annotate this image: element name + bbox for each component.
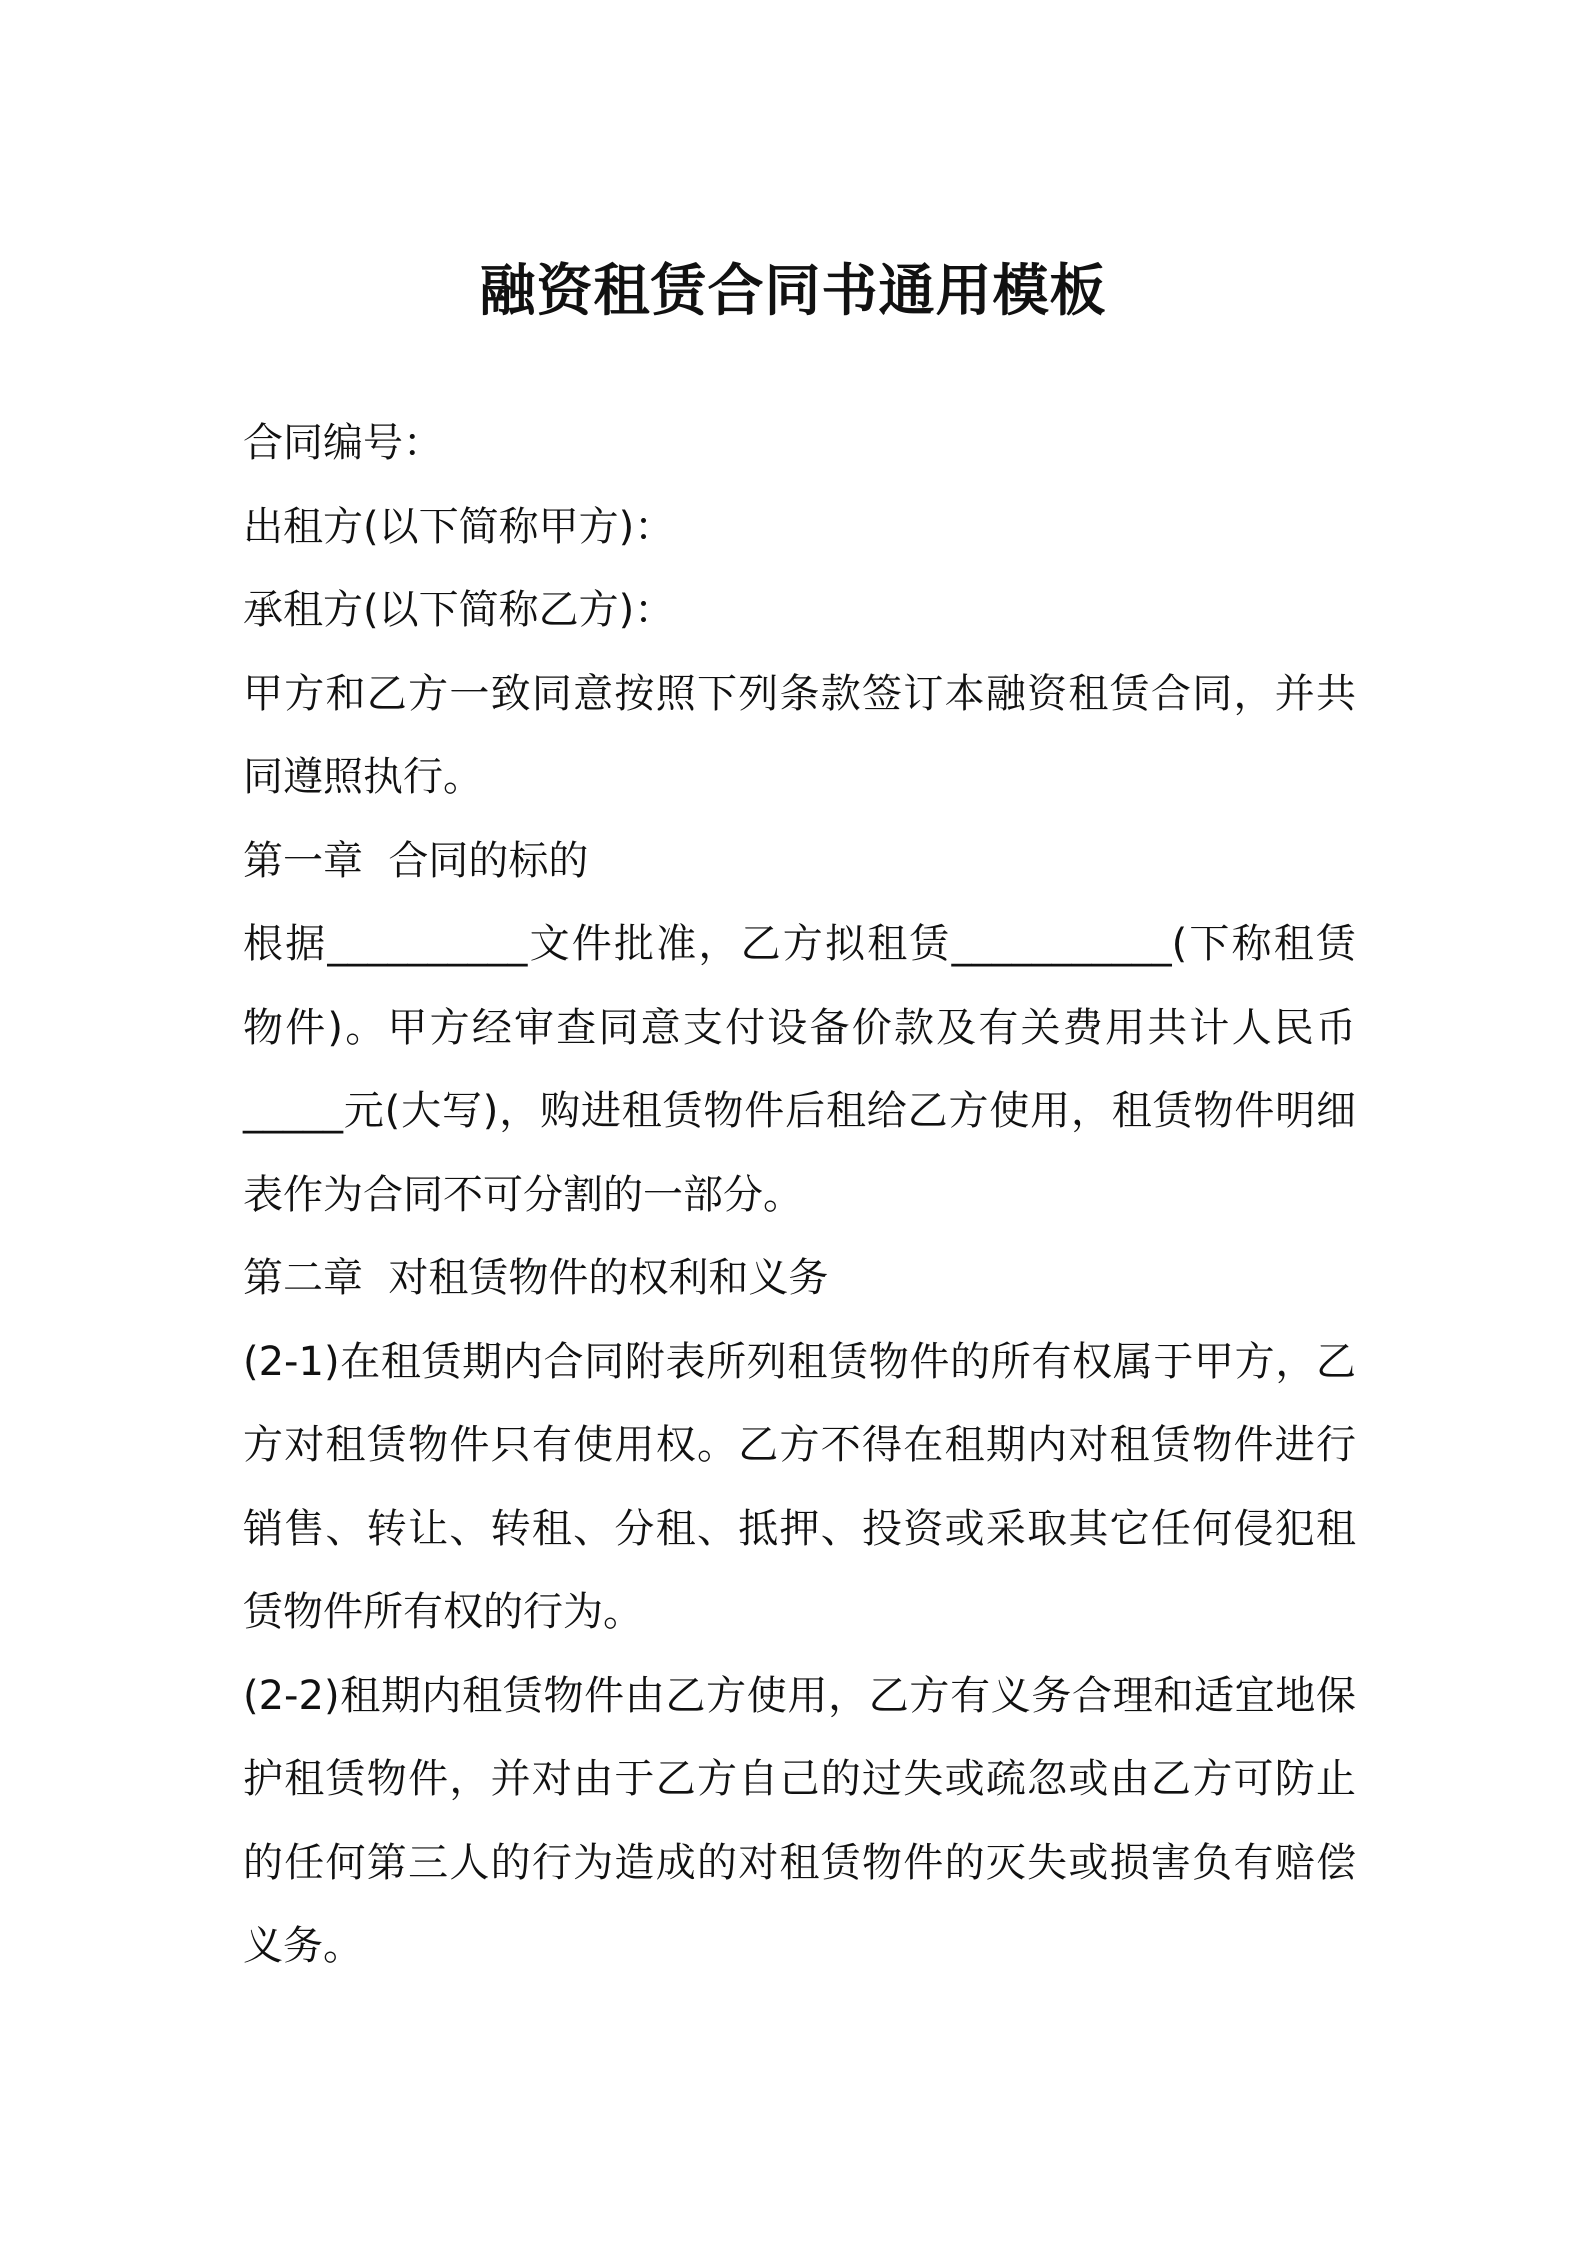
document-title: 融资租赁合同书通用模板 <box>479 259 1107 324</box>
document-body <box>243 402 1356 1989</box>
intro-paragraph: 甲方和乙方一致同意按照下列条款签订本融资租赁合同，并共同遵照执行。 <box>243 670 1356 800</box>
chapter-1-heading: 第一章 合同的标的 <box>243 837 589 884</box>
contract-number-line: 合同编号： <box>243 420 443 466</box>
lessor-line: 出租方(以下简称甲方)： <box>243 503 675 550</box>
lessee-line: 承租方(以下简称乙方)： <box>243 587 675 633</box>
chapter-2-heading: 第二章 对租赁物件的权利和义务 <box>243 1255 829 1301</box>
clause-2-2-paragraph: (2-2)租期内租赁物件由乙方使用，乙方有义务合理和适宜地保护租赁物件，并对由于乙方自己的过失或疏忽或由乙方可防止的任何第三人的行为造成的对租赁物件的灭失或损害负有赔偿义务。 <box>243 1672 1356 1969</box>
clause-2-1-paragraph: (2-1)在租赁期内合同附表所列租赁物件的所有权属于甲方，乙方对租赁物件只有使用权。乙方不得在租期内对租赁物件进行销售、转让、转租、分租、抵押、投资或采取其它任何侵犯租赁物件所有权的行为。 <box>243 1338 1356 1635</box>
chapter-1-paragraph: 根据__________文件批准，乙方拟租赁___________(下称租赁物件)。甲方经审查同意支付设备价款及有关费用共计人民币_____元(大写)，购进租赁物件后租给乙方使用，租赁物件明细表作为合同不可分割的一部分。 <box>243 921 1356 1218</box>
